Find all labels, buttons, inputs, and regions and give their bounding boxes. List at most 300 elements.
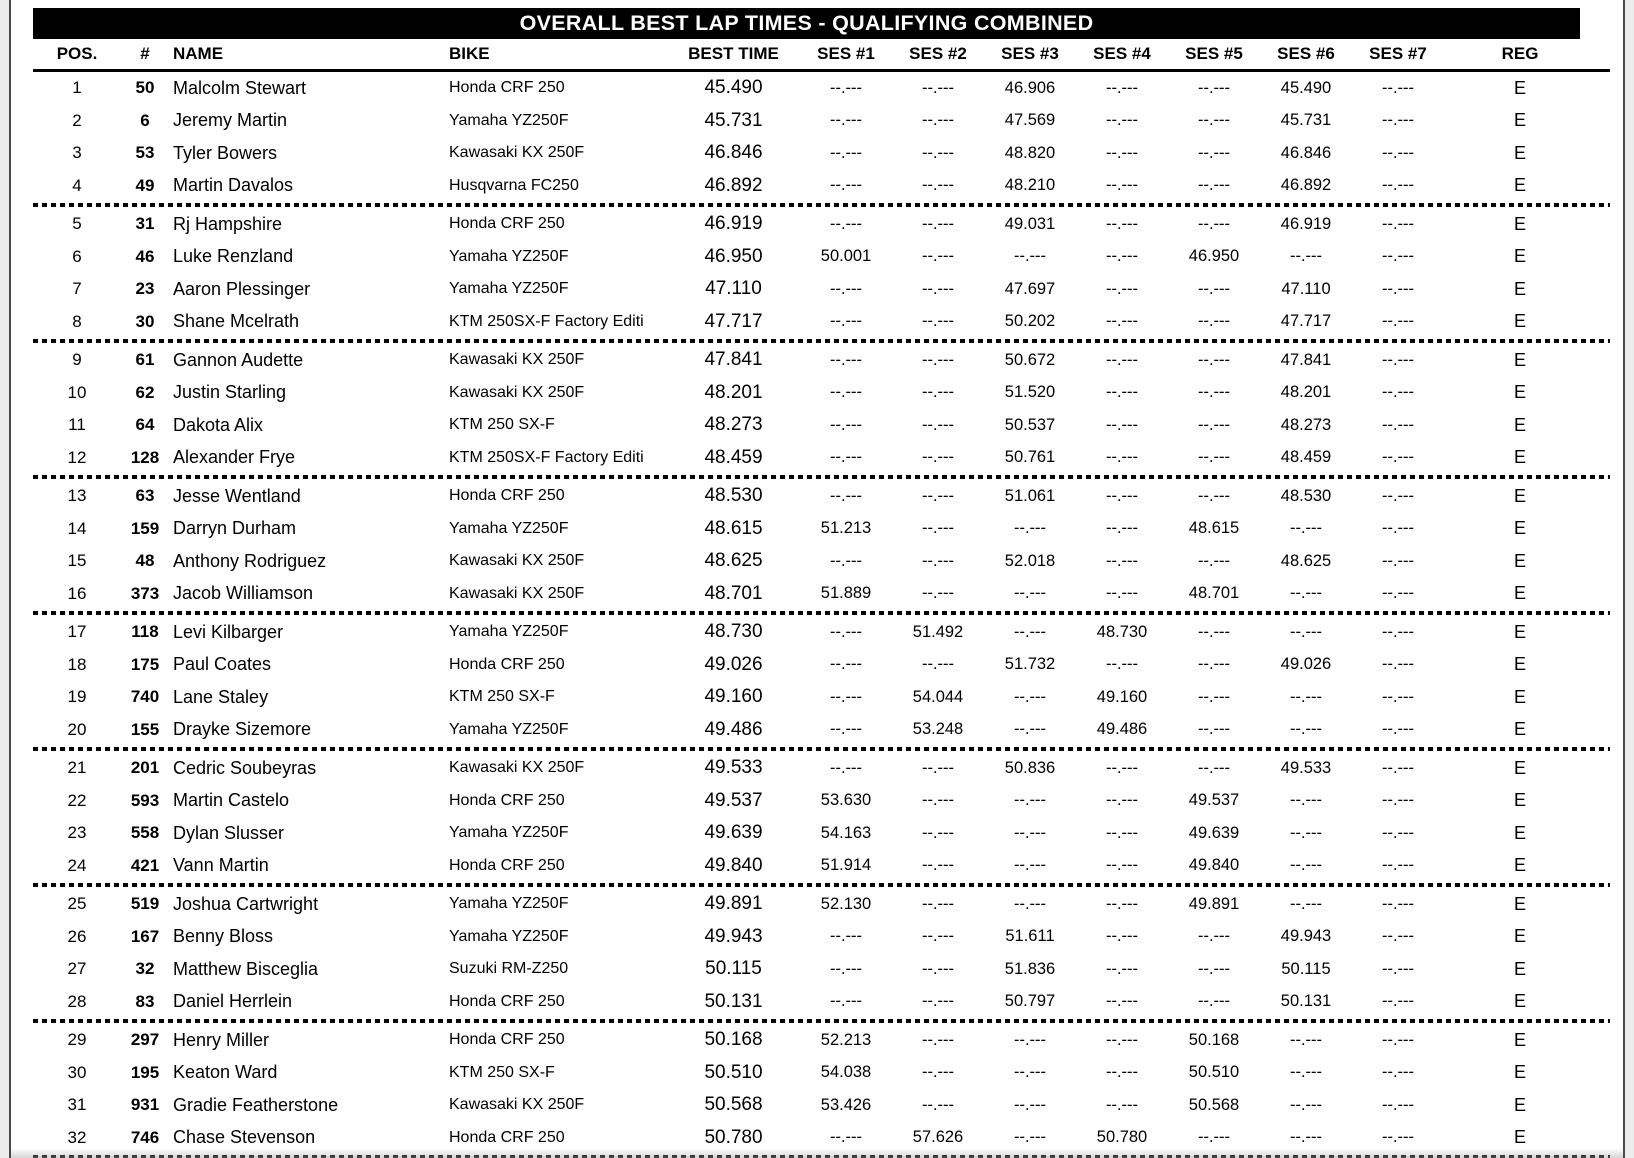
ses3-cell: 51.732 [1004, 655, 1056, 674]
table-row [33, 921, 1610, 954]
ses5-cell: 46.950 [1188, 247, 1240, 266]
ses1-cell: 53.426 [820, 1095, 872, 1114]
pos-cell: 6 [72, 246, 82, 266]
header-row [33, 39, 1610, 71]
number-cell: 558 [130, 823, 160, 843]
col-header-ses6: SES #6 [1260, 39, 1352, 71]
best-time-cell: 48.730 [704, 621, 763, 643]
ses6-cell: --.--- [1289, 1063, 1323, 1082]
pos-cell: 26 [67, 926, 87, 946]
number-cell: 159 [130, 518, 160, 538]
col-header-ses4: SES #4 [1076, 39, 1168, 71]
reg-cell: E [1513, 518, 1526, 539]
ses6-cell: 48.530 [1280, 486, 1332, 505]
ses5-cell: 49.840 [1188, 856, 1240, 875]
name-cell: Darryn Durham [173, 518, 297, 539]
ses7-cell: --.--- [1381, 992, 1415, 1011]
ses5-cell: --.--- [1197, 448, 1231, 467]
ses3-cell: --.--- [1013, 856, 1047, 875]
pos-cell: 27 [67, 959, 87, 979]
bike-cell: Honda CRF 250 [449, 992, 565, 1010]
name-cell: Keaton Ward [173, 1062, 278, 1083]
ses2-cell: --.--- [921, 143, 955, 162]
table-row [33, 377, 1610, 410]
bike-cell: KTM 250 SX-F [449, 416, 555, 434]
best-time-cell: 48.459 [704, 446, 763, 468]
name-cell: Anthony Rodriguez [173, 550, 327, 571]
ses4-cell: --.--- [1105, 350, 1139, 369]
ses5-cell: 50.168 [1188, 1030, 1240, 1049]
ses3-cell: --.--- [1013, 687, 1047, 706]
ses1-cell: --.--- [829, 992, 863, 1011]
name-cell: Lane Staley [173, 686, 269, 707]
ses2-cell: --.--- [921, 78, 955, 97]
ses2-cell: --.--- [921, 791, 955, 810]
bike-cell: Yamaha YZ250F [449, 824, 569, 842]
number-cell: 53 [135, 143, 155, 163]
bike-cell: KTM 250 SX-F [449, 1063, 555, 1081]
table-row [33, 785, 1610, 818]
ses3-cell: 51.836 [1004, 959, 1056, 978]
number-cell: 931 [130, 1095, 160, 1115]
table-row [33, 649, 1610, 682]
ses6-cell: 46.846 [1280, 143, 1332, 162]
ses3-cell: --.--- [1013, 519, 1047, 538]
ses3-cell: 51.061 [1004, 486, 1056, 505]
ses7-cell: --.--- [1381, 247, 1415, 266]
table-row [33, 850, 1610, 883]
reg-cell: E [1513, 790, 1526, 811]
ses6-cell: --.--- [1289, 687, 1323, 706]
pos-cell: 29 [67, 1030, 87, 1050]
ses3-cell: --.--- [1013, 1095, 1047, 1114]
number-cell: 23 [135, 279, 155, 299]
name-cell: Shane Mcelrath [173, 311, 300, 332]
ses2-cell: --.--- [921, 927, 955, 946]
ses1-cell: --.--- [829, 655, 863, 674]
number-cell: 593 [130, 790, 160, 810]
ses5-cell: --.--- [1197, 350, 1231, 369]
ses5-cell: 49.891 [1188, 894, 1240, 913]
pos-cell: 1 [72, 78, 82, 98]
name-cell: Matthew Bisceglia [173, 958, 319, 979]
ses3-cell: 46.906 [1004, 78, 1056, 97]
ses4-cell: --.--- [1105, 823, 1139, 842]
ses3-cell: --.--- [1013, 1063, 1047, 1082]
ses4-cell: --.--- [1105, 856, 1139, 875]
ses7-cell: --.--- [1381, 111, 1415, 130]
bike-cell: KTM 250SX-F Factory Editi [449, 312, 644, 330]
name-cell: Martin Castelo [173, 790, 290, 811]
number-cell: 373 [130, 583, 160, 603]
ses5-cell: 49.639 [1188, 823, 1240, 842]
ses4-cell: --.--- [1105, 584, 1139, 603]
ses2-cell: --.--- [921, 1063, 955, 1082]
ses2-cell: 54.044 [912, 687, 964, 706]
name-cell: Tyler Bowers [173, 142, 278, 163]
ses1-cell: --.--- [829, 279, 863, 298]
ses5-cell: --.--- [1197, 1128, 1231, 1147]
pos-cell: 12 [67, 447, 87, 467]
bike-cell: Honda CRF 250 [449, 856, 565, 874]
name-cell: Chase Stevenson [173, 1127, 316, 1148]
best-time-cell: 45.731 [704, 109, 763, 131]
number-cell: 83 [135, 991, 155, 1011]
ses7-cell: --.--- [1381, 1128, 1415, 1147]
bike-cell: Yamaha YZ250F [449, 927, 569, 945]
reg-cell: E [1513, 110, 1526, 131]
name-cell: Aaron Plessinger [173, 278, 311, 299]
name-cell: Dylan Slusser [173, 822, 285, 843]
number-cell: 740 [130, 687, 160, 707]
ses3-cell: 51.611 [1005, 927, 1055, 946]
table-row [33, 409, 1610, 442]
ses7-cell: --.--- [1381, 823, 1415, 842]
name-cell: Cedric Soubeyras [173, 757, 317, 778]
bike-cell: Honda CRF 250 [449, 1128, 565, 1146]
ses6-cell: 45.731 [1280, 111, 1332, 130]
pos-cell: 28 [67, 991, 87, 1011]
bike-cell: Honda CRF 250 [449, 1031, 565, 1049]
ses1-cell: --.--- [829, 1128, 863, 1147]
ses6-cell: 48.625 [1280, 551, 1332, 570]
ses3-cell: --.--- [1013, 1128, 1047, 1147]
table-row [33, 752, 1610, 785]
ses4-cell: --.--- [1105, 959, 1139, 978]
bike-cell: KTM 250SX-F Factory Editi [449, 448, 644, 466]
table-row [33, 714, 1610, 747]
table-row [33, 545, 1610, 578]
table-row [33, 273, 1610, 306]
ses5-cell: 48.615 [1188, 519, 1240, 538]
pos-cell: 31 [67, 1095, 87, 1115]
ses5-cell: --.--- [1197, 959, 1231, 978]
pos-cell: 32 [67, 1127, 87, 1147]
ses6-cell: 45.490 [1280, 78, 1332, 97]
table-row [33, 306, 1610, 339]
ses6-cell: --.--- [1289, 247, 1323, 266]
ses7-cell: --.--- [1381, 383, 1415, 402]
ses3-cell: --.--- [1013, 1030, 1047, 1049]
ses1-cell: --.--- [829, 486, 863, 505]
pos-cell: 7 [72, 279, 82, 299]
ses2-cell: --.--- [921, 894, 955, 913]
pos-cell: 15 [67, 551, 87, 571]
ses2-cell: 51.492 [912, 622, 964, 641]
ses4-cell: 49.160 [1096, 687, 1148, 706]
ses7-cell: --.--- [1381, 856, 1415, 875]
best-time-cell: 48.273 [704, 414, 763, 436]
table-row [33, 986, 1610, 1019]
table-row [33, 480, 1610, 513]
ses6-cell: 50.115 [1281, 959, 1331, 978]
ses2-cell: --.--- [921, 214, 955, 233]
ses6-cell: 48.273 [1280, 415, 1332, 434]
ses6-cell: 47.841 [1280, 350, 1332, 369]
ses3-cell: --.--- [1013, 894, 1047, 913]
ses2-cell: --.--- [921, 279, 955, 298]
ses5-cell: --.--- [1197, 176, 1231, 195]
reg-cell: E [1513, 213, 1526, 234]
ses7-cell: --.--- [1381, 791, 1415, 810]
ses4-cell: --.--- [1105, 383, 1139, 402]
ses6-cell: --.--- [1289, 1095, 1323, 1114]
reg-cell: E [1513, 621, 1526, 642]
table-row [33, 208, 1610, 241]
ses2-cell: --.--- [921, 959, 955, 978]
reg-cell: E [1513, 175, 1526, 196]
bike-cell: Yamaha YZ250F [449, 720, 569, 738]
bike-cell: Honda CRF 250 [449, 487, 565, 505]
ses6-cell: 48.459 [1280, 448, 1332, 467]
best-time-cell: 49.891 [704, 893, 763, 915]
pos-cell: 22 [67, 790, 87, 810]
pos-cell: 9 [72, 350, 82, 370]
best-time-cell: 46.950 [704, 245, 763, 267]
reg-cell: E [1513, 991, 1526, 1012]
ses3-cell: --.--- [1013, 823, 1047, 842]
dashed-line [33, 1154, 1610, 1158]
ses6-cell: 47.110 [1281, 279, 1331, 298]
bike-cell: Honda CRF 250 [449, 79, 565, 97]
ses3-cell: 48.820 [1004, 143, 1056, 162]
ses5-cell: --.--- [1197, 279, 1231, 298]
ses3-cell: 50.797 [1004, 992, 1056, 1011]
name-cell: Levi Kilbarger [173, 621, 284, 642]
best-time-cell: 49.639 [704, 822, 763, 844]
ses2-cell: --.--- [921, 1095, 955, 1114]
best-time-cell: 46.892 [704, 174, 763, 196]
results-table-body [33, 71, 1610, 1158]
ses4-cell: --.--- [1105, 111, 1139, 130]
pos-cell: 24 [67, 855, 87, 875]
bike-cell: Yamaha YZ250F [449, 623, 569, 641]
col-header-ses3: SES #3 [984, 39, 1076, 71]
ses1-cell: --.--- [829, 622, 863, 641]
ses4-cell: --.--- [1105, 143, 1139, 162]
best-time-cell: 46.919 [704, 213, 763, 235]
best-time-cell: 48.701 [704, 582, 763, 604]
number-cell: 46 [135, 246, 155, 266]
name-cell: Luke Renzland [173, 246, 294, 267]
ses6-cell: --.--- [1289, 584, 1323, 603]
ses2-cell: --.--- [921, 1030, 955, 1049]
best-time-cell: 49.486 [704, 718, 763, 740]
name-cell: Benny Bloss [173, 926, 274, 947]
col-header-ses1: SES #1 [800, 39, 892, 71]
ses7-cell: --.--- [1381, 312, 1415, 331]
reg-cell: E [1513, 1094, 1526, 1115]
ses1-cell: --.--- [829, 415, 863, 434]
bike-cell: Honda CRF 250 [449, 215, 565, 233]
ses6-cell: --.--- [1289, 720, 1323, 739]
results-table [33, 39, 1610, 1158]
reg-cell: E [1513, 311, 1526, 332]
reg-cell: E [1513, 485, 1526, 506]
reg-cell: E [1513, 1029, 1526, 1050]
best-time-cell: 49.537 [704, 789, 763, 811]
ses1-cell: --.--- [829, 720, 863, 739]
bike-cell: Yamaha YZ250F [449, 247, 569, 265]
ses6-cell: 46.892 [1280, 176, 1332, 195]
ses2-cell: --.--- [921, 823, 955, 842]
ses7-cell: --.--- [1381, 655, 1415, 674]
ses2-cell: --.--- [921, 486, 955, 505]
ses4-cell: --.--- [1105, 1030, 1139, 1049]
ses5-cell: --.--- [1197, 415, 1231, 434]
ses5-cell: --.--- [1197, 687, 1231, 706]
ses6-cell: 46.919 [1280, 214, 1332, 233]
best-time-cell: 47.841 [704, 349, 763, 371]
col-header-pos: POS. [33, 39, 121, 71]
results-sheet [9, 0, 1625, 1158]
ses5-cell: 50.568 [1188, 1095, 1240, 1114]
name-cell: Joshua Cartwright [173, 893, 319, 914]
best-time-cell: 50.168 [704, 1029, 763, 1051]
best-time-cell: 46.846 [704, 142, 763, 164]
number-cell: 32 [135, 959, 155, 979]
best-time-cell: 49.026 [704, 653, 763, 675]
ses7-cell: --.--- [1381, 584, 1415, 603]
ses4-cell: --.--- [1105, 927, 1139, 946]
ses6-cell: --.--- [1289, 519, 1323, 538]
pos-cell: 13 [67, 486, 87, 506]
ses2-cell: --.--- [921, 992, 955, 1011]
ses6-cell: --.--- [1289, 1128, 1323, 1147]
ses5-cell: --.--- [1197, 143, 1231, 162]
ses2-cell: --.--- [921, 415, 955, 434]
table-row [33, 681, 1610, 714]
best-time-cell: 47.717 [704, 310, 763, 332]
table-row [33, 616, 1610, 649]
best-time-cell: 47.110 [705, 278, 762, 300]
ses1-cell: --.--- [829, 758, 863, 777]
reg-cell: E [1513, 686, 1526, 707]
name-cell: Henry Miller [173, 1029, 270, 1050]
number-cell: 746 [130, 1127, 160, 1147]
ses7-cell: --.--- [1381, 622, 1415, 641]
ses5-cell: 49.537 [1188, 791, 1240, 810]
table-row [33, 137, 1610, 170]
ses5-cell: --.--- [1197, 720, 1231, 739]
ses4-cell: --.--- [1105, 1095, 1139, 1114]
ses1-cell: 54.163 [820, 823, 872, 842]
name-cell: Gannon Audette [173, 349, 304, 370]
reg-cell: E [1513, 246, 1526, 267]
page-title: OVERALL BEST LAP TIMES - QUALIFYING COMBINED [33, 8, 1580, 39]
name-cell: Justin Starling [173, 382, 287, 403]
number-cell: 519 [130, 894, 160, 914]
name-cell: Alexander Frye [173, 447, 296, 468]
reg-cell: E [1513, 893, 1526, 914]
ses4-cell: --.--- [1105, 176, 1139, 195]
reg-cell: E [1513, 349, 1526, 370]
ses6-cell: --.--- [1289, 622, 1323, 641]
table-row [33, 513, 1610, 546]
ses7-cell: --.--- [1381, 894, 1415, 913]
ses5-cell: --.--- [1197, 312, 1231, 331]
ses1-cell: --.--- [829, 143, 863, 162]
reg-cell: E [1513, 822, 1526, 843]
number-cell: 155 [130, 719, 160, 739]
ses6-cell: 49.943 [1280, 927, 1332, 946]
ses4-cell: --.--- [1105, 415, 1139, 434]
number-cell: 30 [135, 311, 155, 331]
name-cell: Jesse Wentland [173, 485, 301, 506]
pos-cell: 3 [72, 143, 82, 163]
ses3-cell: 51.520 [1004, 383, 1056, 402]
reg-cell: E [1513, 719, 1526, 740]
ses2-cell: --.--- [921, 856, 955, 875]
ses4-cell: --.--- [1105, 551, 1139, 570]
ses7-cell: --.--- [1381, 486, 1415, 505]
ses4-cell: --.--- [1105, 519, 1139, 538]
table-row [33, 1024, 1610, 1057]
best-time-cell: 48.530 [704, 485, 763, 507]
table-row [33, 344, 1610, 377]
number-cell: 6 [140, 110, 150, 130]
ses4-cell: --.--- [1105, 486, 1139, 505]
ses7-cell: --.--- [1381, 687, 1415, 706]
ses7-cell: --.--- [1381, 350, 1415, 369]
ses1-cell: 52.213 [820, 1030, 872, 1049]
number-cell: 63 [135, 486, 155, 506]
ses3-cell: 50.202 [1004, 312, 1056, 331]
best-time-cell: 49.840 [704, 854, 763, 876]
ses1-cell: 51.889 [820, 584, 872, 603]
ses4-cell: --.--- [1105, 894, 1139, 913]
bike-cell: Yamaha YZ250F [449, 111, 569, 129]
best-time-cell: 50.131 [704, 990, 763, 1012]
ses6-cell: 48.201 [1280, 383, 1332, 402]
table-row [33, 953, 1610, 986]
ses4-cell: 49.486 [1096, 720, 1148, 739]
name-cell: Dakota Alix [173, 414, 264, 435]
bike-cell: Kawasaki KX 250F [449, 584, 585, 602]
ses6-cell: --.--- [1289, 823, 1323, 842]
reg-cell: E [1513, 1062, 1526, 1083]
reg-cell: E [1513, 414, 1526, 435]
best-time-cell: 50.115 [705, 958, 762, 980]
ses7-cell: --.--- [1381, 78, 1415, 97]
ses1-cell: --.--- [829, 687, 863, 706]
ses4-cell: --.--- [1105, 214, 1139, 233]
ses7-cell: --.--- [1381, 448, 1415, 467]
ses7-cell: --.--- [1381, 551, 1415, 570]
number-cell: 175 [130, 654, 160, 674]
number-cell: 128 [130, 447, 160, 467]
ses3-cell: 48.210 [1004, 176, 1056, 195]
ses5-cell: --.--- [1197, 927, 1231, 946]
col-header-bike: BIKE [437, 39, 667, 71]
best-time-cell: 48.625 [704, 550, 763, 572]
bike-cell: Yamaha YZ250F [449, 895, 569, 913]
pos-cell: 30 [67, 1062, 87, 1082]
ses3-cell: 50.537 [1004, 415, 1056, 434]
table-row [33, 241, 1610, 274]
ses1-cell: 52.130 [820, 894, 872, 913]
reg-cell: E [1513, 77, 1526, 98]
col-header-ses5: SES #5 [1168, 39, 1260, 71]
number-cell: 421 [130, 855, 160, 875]
ses6-cell: 49.533 [1280, 758, 1332, 777]
bike-cell: Husqvarna FC250 [449, 176, 579, 194]
ses6-cell: --.--- [1289, 1030, 1323, 1049]
ses5-cell: --.--- [1197, 655, 1231, 674]
ses2-cell: --.--- [921, 111, 955, 130]
number-cell: 50 [135, 78, 155, 98]
pos-cell: 21 [67, 758, 87, 778]
